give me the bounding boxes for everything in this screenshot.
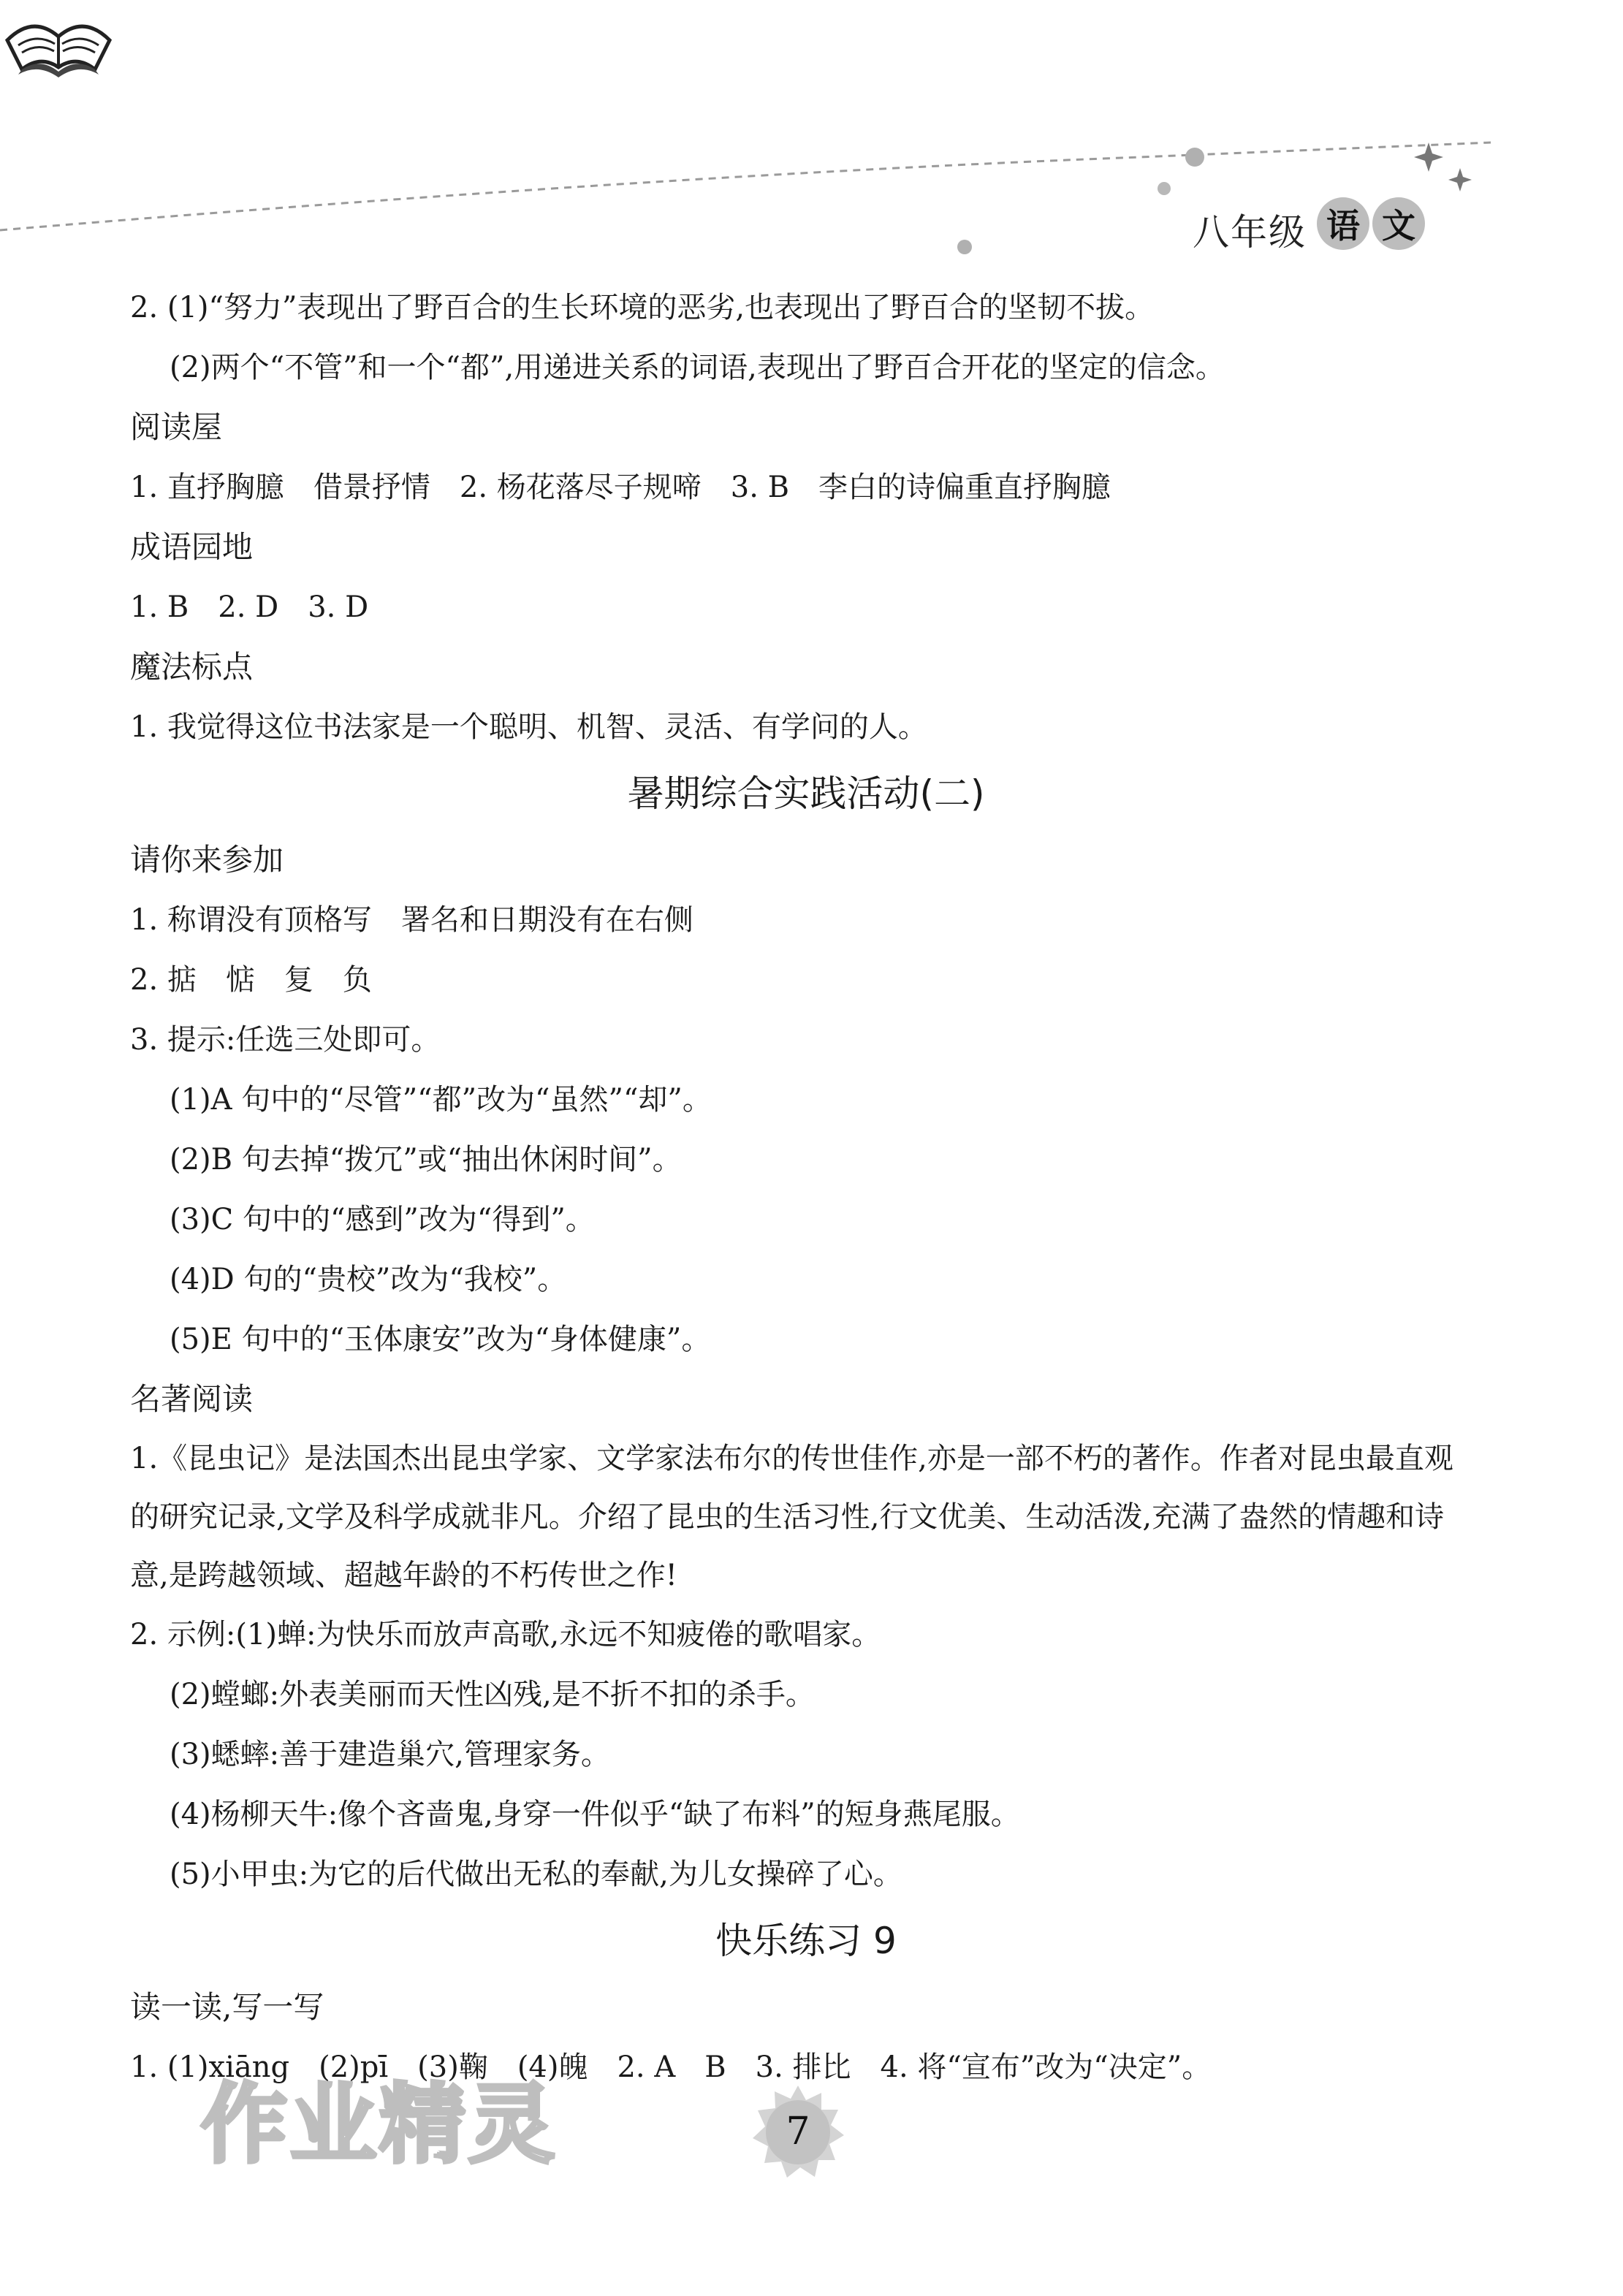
answer-line: 3. 提示:任选三处即可。 <box>130 1023 441 1057</box>
answer-line: (2)两个“不管”和一个“都”,用递进关系的词语,表现出了野百合开花的坚定的信念。 <box>170 351 1225 384</box>
section-title-summer-activity: 暑期综合实践活动(二) <box>627 772 985 815</box>
answer-sub-line: (3)蟋蟀:善于建造巢穴,管理家务。 <box>170 1738 610 1771</box>
answer-sub-line: (1)A 句中的“尽管”“都”改为“虽然”“却”。 <box>170 1083 712 1117</box>
answer-sub-line: (4)D 句的“贵校”改为“我校”。 <box>170 1263 567 1296</box>
answer-sub-line: (5)小甲虫:为它的后代做出无私的奉献,为儿女操碎了心。 <box>170 1858 902 1891</box>
section-label-reading-house: 阅读屋 <box>130 409 223 445</box>
answer-line: 1. 我觉得这位书法家是一个聪明、机智、灵活、有学问的人。 <box>130 710 927 744</box>
watermark-logo <box>194 2068 574 2178</box>
page-number-badge <box>750 2084 845 2179</box>
section-label-idiom-garden: 成语园地 <box>130 529 254 565</box>
subject-char: 语 <box>1317 197 1369 250</box>
answer-sub-line: (3)C 句中的“感到”改为“得到”。 <box>170 1203 595 1236</box>
section-label-magic-punctuation: 魔法标点 <box>130 649 254 685</box>
answer-paragraph: 1.《昆虫记》是法国杰出昆虫学家、文学家法布尔的传世佳作,亦是一部不朽的著作。作者对昆虫最直观的研究记录,文学及科学成就非凡。介绍了昆虫的生活习性,行文优美、生动活泼,充满了盎然的情趣和诗意,是跨越领域、超越年龄的不朽传世之作! <box>130 1442 1453 1592</box>
section-title-practice9: 快乐练习 9 <box>715 1920 897 1962</box>
answer-line: 2. (1)“努力”表现出了野百合的生长环境的恶劣,也表现出了野百合的坚韧不拔。 <box>130 291 1155 324</box>
grade-label: 八年级 <box>1193 211 1307 254</box>
answer-line: 1. 称谓没有顶格写 署名和日期没有在右侧 <box>130 903 693 937</box>
answer-sub-line: (2)螳螂:外表美丽而天性凶残,是不折不扣的杀手。 <box>170 1678 815 1711</box>
answer-line: 1. B 2. D 3. D <box>130 590 369 624</box>
section-label-read-write: 读一读,写一写 <box>130 1989 324 2025</box>
answer-sub-line: (5)E 句中的“玉体康安”改为“身体健康”。 <box>170 1323 711 1356</box>
subject-char: 文 <box>1372 197 1425 250</box>
page-header <box>0 0 1623 270</box>
answer-line: 1. (1)xiāng (2)pī (3)鞠 (4)魄 2. A B 3. 排比 4. 将“宣布”改为“决定”。 <box>130 2050 1212 2084</box>
answer-line: 2. 掂 惦 复 负 <box>130 963 372 997</box>
open-book-icon <box>0 0 117 80</box>
answer-sub-line: (2)B 句去掉“拨冗”或“抽出休闲时间”。 <box>170 1143 682 1176</box>
answer-sub-line: (4)杨柳天牛:像个吝啬鬼,身穿一件似乎“缺了布料”的短身燕尾服。 <box>170 1798 1020 1831</box>
section-label-join: 请你来参加 <box>130 842 284 878</box>
svg-text:作业精灵: 作业精灵 <box>201 2074 558 2175</box>
section-label-classics: 名著阅读 <box>130 1381 254 1417</box>
subject-badge <box>1317 197 1425 250</box>
answer-content <box>130 278 1482 2097</box>
answer-line: 2. 示例:(1)蝉:为快乐而放声高歌,永远不知疲倦的歌唱家。 <box>130 1618 881 1651</box>
page-number: 7 <box>786 2110 810 2154</box>
answer-line: 1. 直抒胸臆 借景抒情 2. 杨花落尽子规啼 3. B 李白的诗偏重直抒胸臆 <box>130 471 1111 504</box>
